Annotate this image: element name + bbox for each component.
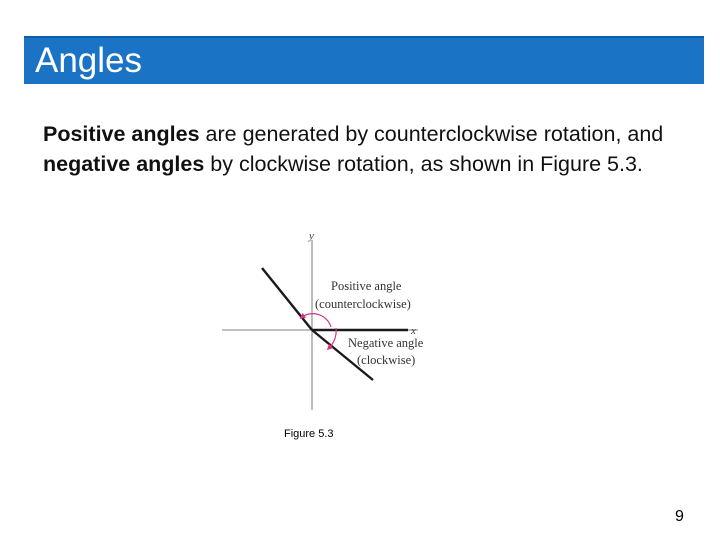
figure-caption: Figure 5.3 xyxy=(284,428,334,440)
positive-angle-label: Positive angle xyxy=(331,279,402,293)
negative-angle-label: Negative angle xyxy=(348,336,424,350)
paragraph-text-2: by clockwise rotation, as shown in Figure 5.3. xyxy=(204,152,643,176)
y-axis-label: y xyxy=(309,230,314,242)
title-bar xyxy=(24,36,704,84)
bold-term-positive-angles: Positive angles xyxy=(43,122,200,146)
angle-diagram xyxy=(218,226,442,414)
terminal-side-positive xyxy=(262,268,312,330)
angle-figure xyxy=(218,226,442,414)
paragraph-text-1: are generated by counterclockwise rotation, and xyxy=(199,122,664,146)
negative-angle-sublabel: (clockwise) xyxy=(357,353,416,367)
positive-angle-sublabel: (counterclockwise) xyxy=(315,297,411,311)
page-number: 9 xyxy=(675,508,684,525)
body-paragraph xyxy=(43,119,683,179)
x-axis-label: x xyxy=(411,325,416,337)
bold-term-negative-angles: negative angles xyxy=(43,152,205,176)
positive-angle-arrow xyxy=(302,314,331,327)
slide-title: Angles xyxy=(35,41,143,80)
